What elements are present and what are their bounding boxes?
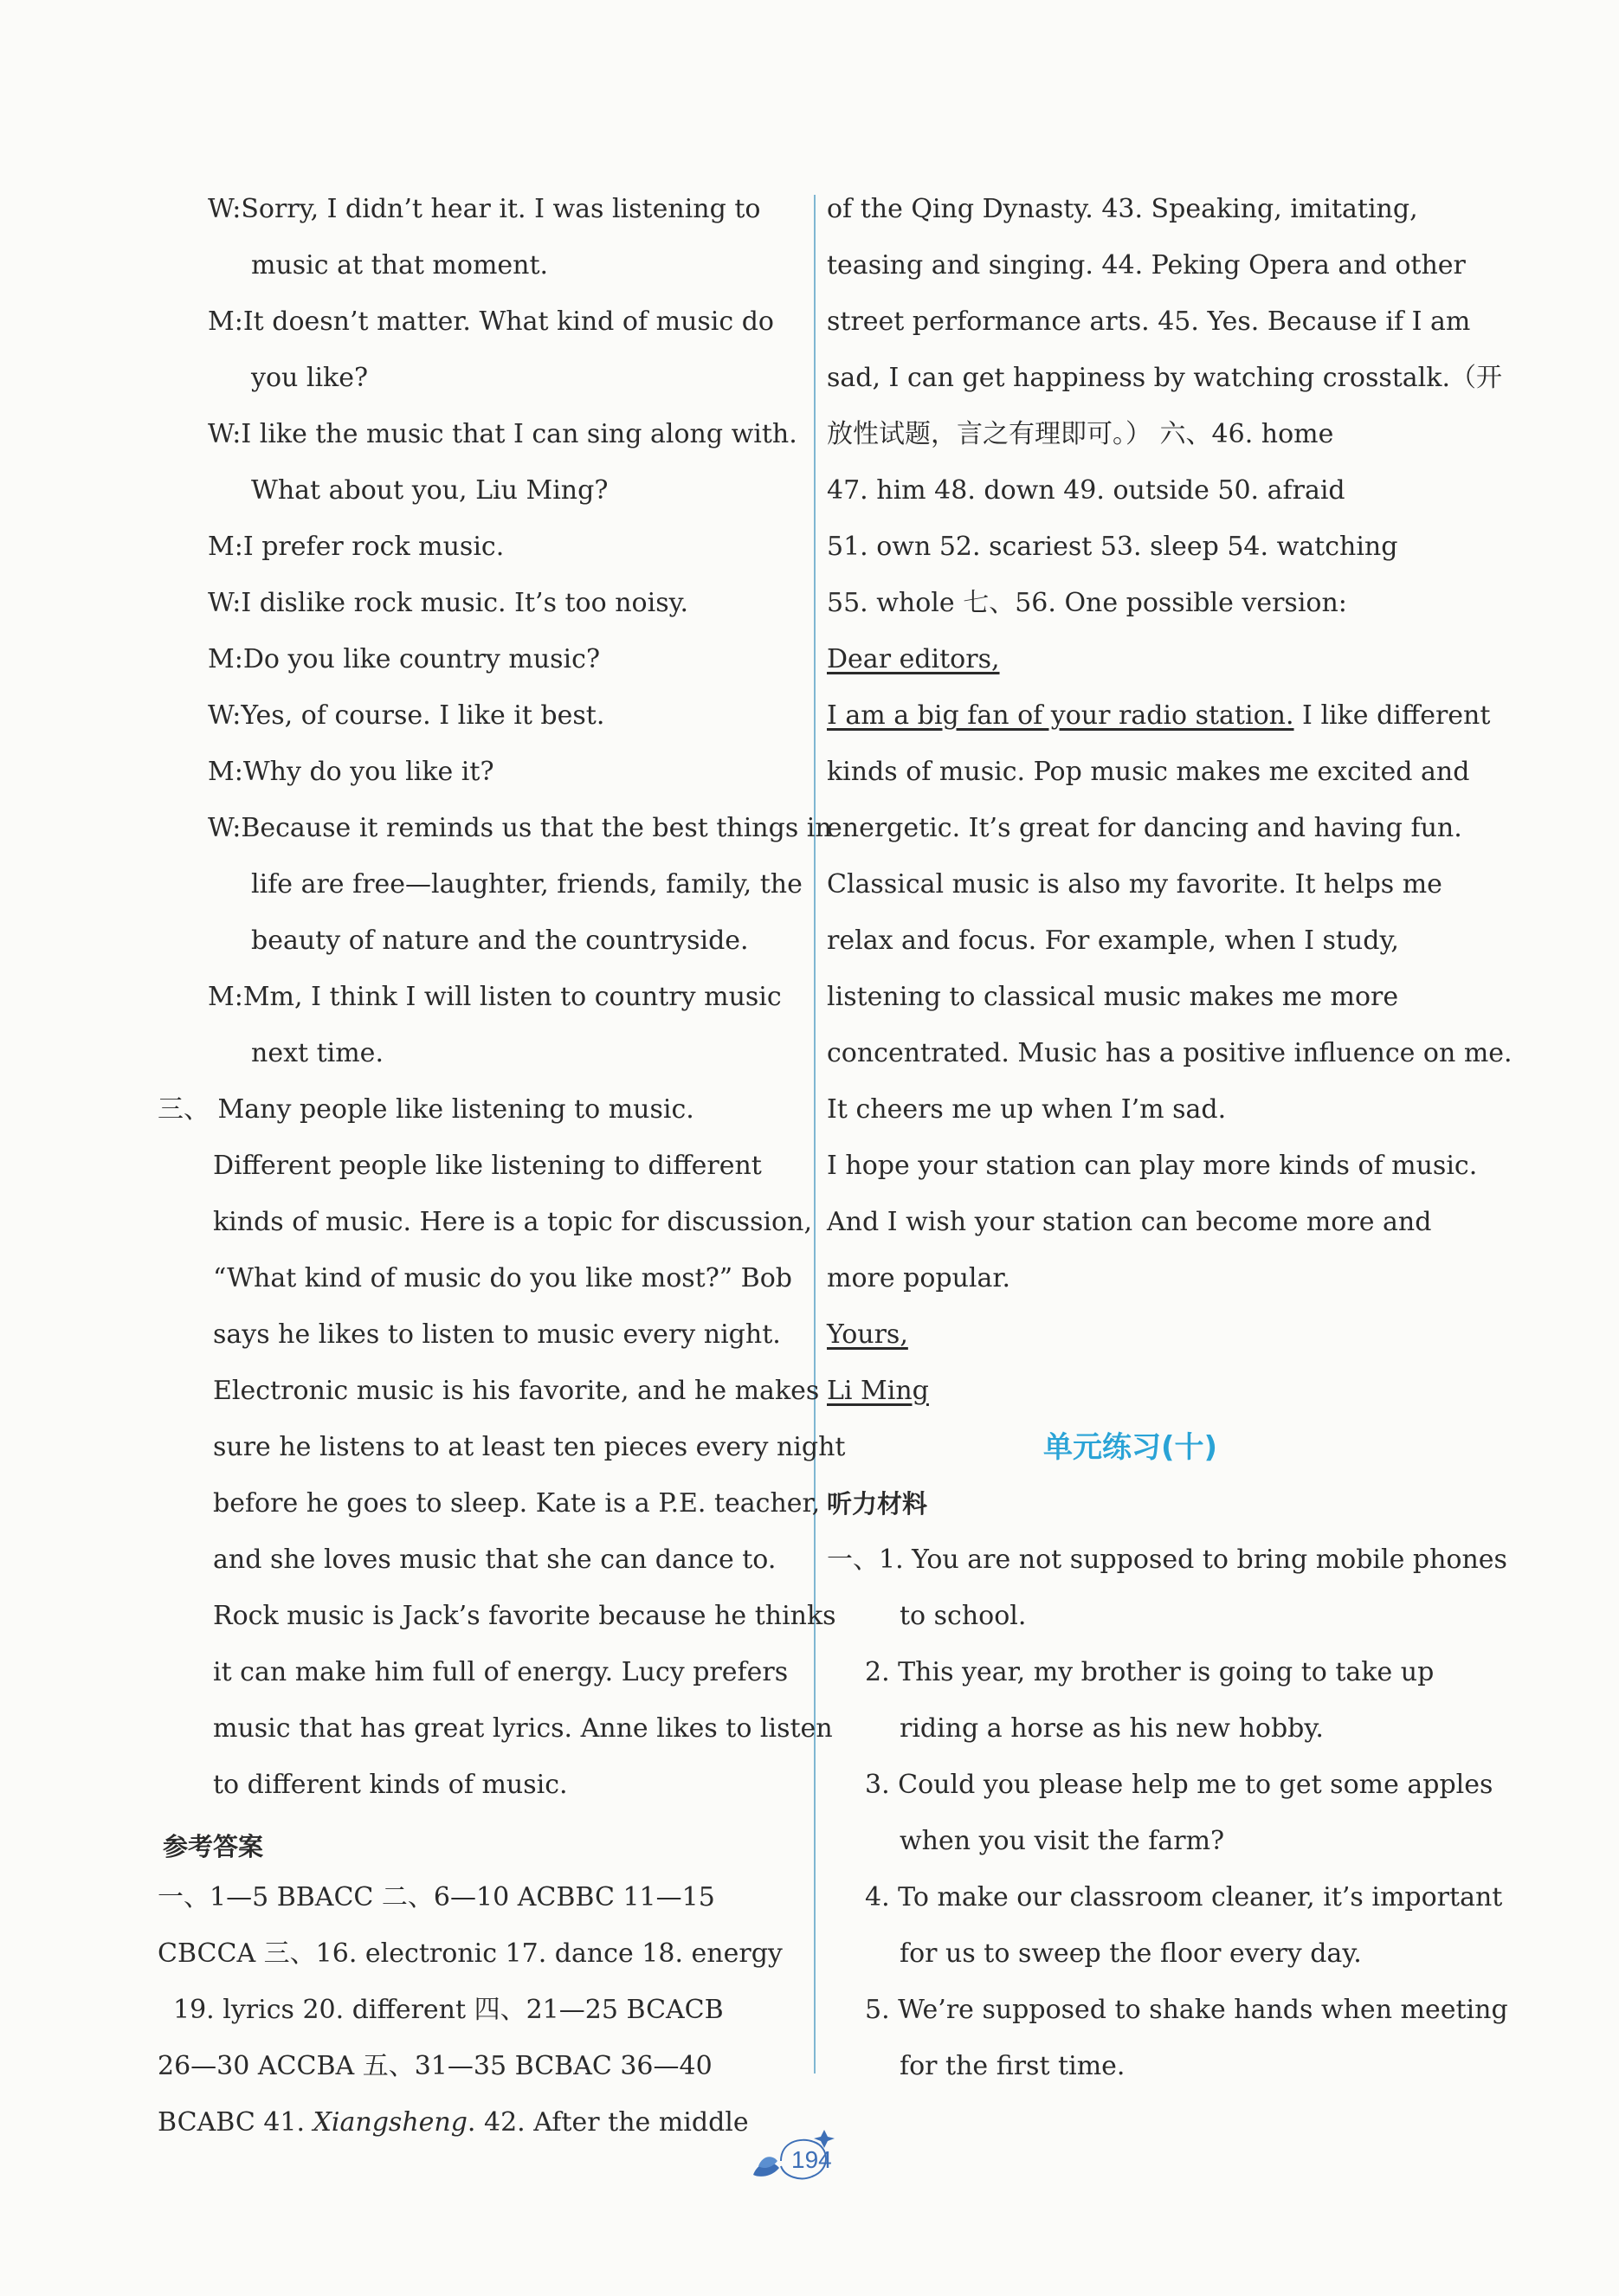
listening-line: 3. Could you please help me to get some apples [865,1770,1493,1800]
letter-opening [827,699,1490,733]
text-line: music at that moment. [251,250,549,281]
text-line: W:Sorry, I didn’t hear it. I was listening to [208,194,761,224]
text-line: M:Why do you like it? [208,757,494,787]
listening-line: for the first time. [900,2051,1126,2081]
listening-line: for us to sweep the floor every day. [900,1938,1362,1969]
letter-closing: Yours, [827,1319,908,1350]
text-line: “What kind of music do you like most?” Bob [213,1263,792,1293]
text-line: M:Mm, I think I will listen to country music [208,982,782,1012]
text-line: kinds of music. Here is a topic for discussion, [213,1207,812,1237]
page-number-text: 194 [791,2146,832,2173]
text-line: W:I dislike rock music. It’s too noisy. [208,588,689,618]
listening-line: 4. To make our classroom cleaner, it’s important [865,1882,1503,1912]
text-line: W:Because it reminds us that the best things in [208,813,832,843]
page-number-badge [746,2123,842,2185]
letter-line: Classical music is also my favorite. It helps me [827,869,1442,900]
listening-line: 2. This year, my brother is going to take up [865,1657,1435,1687]
text-line: Rock music is Jack’s favorite because he thinks [213,1601,836,1631]
listening-heading: 听力材料 [827,1489,928,1519]
text-line: and she loves music that she can dance to. [213,1545,777,1575]
letter-line: listening to classical music makes me more [827,982,1399,1012]
listening-line: riding a horse as his new hobby. [900,1713,1324,1744]
text-line: sure he listens to at least ten pieces every night [213,1432,846,1462]
text-line: Electronic music is his favorite, and he makes [213,1376,820,1406]
letter-line: kinds of music. Pop music makes me excited and [827,757,1470,787]
text-line: music that has great lyrics. Anne likes to listen [213,1713,833,1744]
text-line: M:Do you like country music? [208,644,601,674]
listening-line: to school. [900,1601,1027,1631]
letter-line: relax and focus. For example, when I study, [827,925,1399,956]
text-line: it can make him full of energy. Lucy prefers [213,1657,789,1687]
answer-line: 55. whole 七、56. One possible version: [827,588,1347,618]
answer-line: 47. him 48. down 49. outside 50. afraid [827,475,1345,506]
text-line: life are free—laughter, friends, family, the [251,869,803,900]
answer-line: 19. lyrics 20. different 四、21—25 BCACB [173,1995,724,2025]
letter-line: concentrated. Music has a positive influence on me. [827,1038,1513,1068]
answer-line: CBCCA 三、16. electronic 17. dance 18. energy [158,1938,783,1969]
page-number [746,2123,842,2185]
answer-line: 放性试题，言之有理即可。） 六、46. home [827,419,1334,449]
answer-line: 26—30 ACCBA 五、31—35 BCBAC 36—40 [158,2051,713,2081]
text-line: to different kinds of music. [213,1770,568,1800]
listening-line: 5. We’re supposed to shake hands when meeting [865,1995,1508,2025]
text-line: before he goes to sleep. Kate is a P.E. teacher, [213,1488,821,1519]
answer-line: sad, I can get happiness by watching crosstalk.（开 [827,363,1502,393]
text-line: What about you, Liu Ming? [251,475,609,506]
listening-line: when you visit the farm? [900,1826,1225,1856]
text-line: says he likes to listen to music every night. [213,1319,781,1350]
text-line: 三、 Many people like listening to music. [158,1094,694,1125]
column-divider [814,195,816,2073]
letter-opening-rest: I like different [1293,700,1491,731]
answer-text: BCABC 41. [158,2107,313,2138]
answer-line: street performance arts. 45. Yes. Because if I am [827,306,1471,337]
answer-line: 一、1—5 BBACC 二、6—10 ACBBC 11—15 [158,1882,715,1912]
letter-signature: Li Ming [827,1376,929,1406]
text-line: W:I like the music that I can sing along with. [208,419,797,449]
letter-greeting: Dear editors, [827,644,1000,674]
answers-heading: 参考答案 [163,1832,264,1861]
letter-opening-underlined: I am a big fan of your radio station. [827,700,1294,731]
text-line: next time. [251,1038,384,1068]
letter-line: It cheers me up when I’m sad. [827,1094,1227,1125]
text-line: beauty of nature and the countryside. [251,925,749,956]
letter-line: And I wish your station can become more and [827,1207,1432,1237]
listening-line: 一、1. You are not supposed to bring mobile phones [827,1545,1507,1575]
letter-line: I hope your station can play more kinds of music. [827,1151,1478,1181]
answer-line [158,2106,749,2140]
answer-line: of the Qing Dynasty. 43. Speaking, imitating, [827,194,1418,224]
unit-title: 单元练习(十) [1043,1430,1218,1465]
answer-line: 51. own 52. scariest 53. sleep 54. watching [827,532,1398,562]
text-line: M:It doesn’t matter. What kind of music do [208,306,774,337]
text-line: Different people like listening to different [213,1151,762,1181]
answer-text: . 42. After the middle [467,2107,749,2138]
answer-italic: Xiangsheng [313,2107,468,2138]
letter-line: more popular. [827,1263,1010,1293]
text-line: M:I prefer rock music. [208,532,505,562]
letter-line: energetic. It’s great for dancing and having fun. [827,813,1462,843]
answer-line: teasing and singing. 44. Peking Opera and other [827,250,1466,281]
text-line: W:Yes, of course. I like it best. [208,700,605,731]
text-line: you like? [251,363,369,393]
